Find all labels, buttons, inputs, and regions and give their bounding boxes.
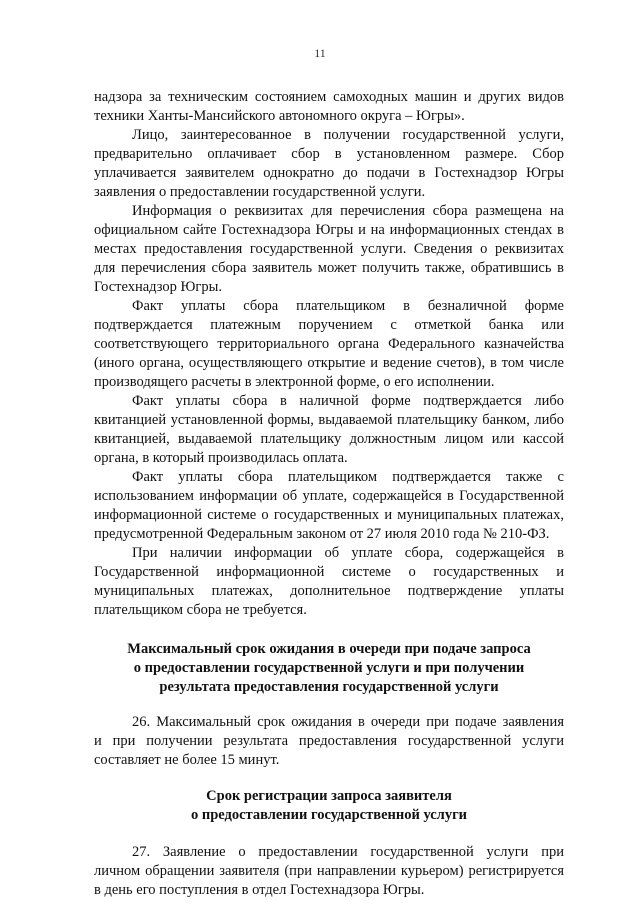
- paragraph-cash-payment: [94, 392, 564, 468]
- section-heading-registration-time: [94, 787, 564, 825]
- paragraph-fee-payment: [94, 126, 564, 202]
- page-number: 11: [314, 46, 326, 60]
- text-line: и при получении результата предоставления государственной услуги: [94, 733, 564, 749]
- text-line: надзора за техническим состоянием самоходных машин и других видов: [94, 89, 564, 105]
- text-line: в день его поступления в отдел Гостехнадзора Югры.: [94, 882, 425, 898]
- heading-line: Максимальный срок ожидания в очереди при подаче запроса: [127, 641, 531, 657]
- text-line: предварительно оплачивает сбор в установленном размере. Сбор: [94, 146, 564, 162]
- text-line: органа, в который производилась оплата.: [94, 450, 348, 466]
- text-line: Факт уплаты сбора плательщиком в безналичной форме: [132, 298, 564, 314]
- text-line: заявления о предоставлении государственной услуги.: [94, 184, 426, 200]
- text-line: производящего расчеты в электронной форме, о его исполнении.: [94, 374, 495, 390]
- text-line: Факт уплаты сбора плательщиком подтверждается также с: [132, 469, 564, 485]
- paragraph-26: [94, 713, 564, 770]
- text-line: техники Ханты-Мансийского автономного округа – Югры».: [94, 108, 465, 124]
- heading-line: Срок регистрации запроса заявителя: [206, 788, 452, 804]
- text-line: муниципальных платежах, дополнительное подтверждение уплаты: [94, 583, 564, 599]
- text-line: квитанцией, выдаваемой плательщику должностным лицом или кассой: [94, 431, 564, 447]
- paragraph-no-extra-confirmation: [94, 544, 564, 620]
- paragraph-gis-confirmation: [94, 468, 564, 544]
- text-line: плательщиком сбора не требуется.: [94, 602, 307, 618]
- heading-line: о предоставлении государственной услуги: [190, 807, 468, 823]
- text-line: 26. Максимальный срок ожидания в очереди при подаче заявления: [132, 714, 564, 730]
- text-line: 27. Заявление о предоставлении государственной услуги при: [132, 844, 564, 860]
- text-line: (иного органа, осуществляющего открытие и ведение счетов), в том числе: [94, 355, 564, 371]
- text-line: Факт уплаты сбора в наличной форме подтверждается либо: [132, 393, 564, 409]
- text-line: Лицо, заинтересованное в получении государственной услуги,: [132, 127, 564, 143]
- text-line: предусмотренной Федеральным законом от 27 июля 2010 года № 210-ФЗ.: [94, 526, 550, 542]
- heading-line: о предоставлении государственной услуги и при получении: [133, 660, 525, 676]
- text-line: уплачивается заявителем однократно до подачи в Гостехнадзор Югры: [94, 165, 564, 181]
- paragraph-cashless-payment: [94, 297, 564, 392]
- text-line: При наличии информации об уплате сбора, содержащейся в: [132, 545, 564, 561]
- text-line: использованием информации об уплате, содержащейся в Государственной: [94, 488, 564, 504]
- text-line: официальном сайте Гостехнадзора Югры и на информационных стендах в: [94, 222, 564, 238]
- text-line: Гостехнадзор Югры.: [94, 279, 222, 295]
- text-line: квитанцией установленной формы, выдаваемой плательщику банком, либо: [94, 412, 564, 428]
- text-line: составляет не более 15 минут.: [94, 752, 280, 768]
- text-line: информационной системе о государственных и муниципальных платежах,: [94, 507, 564, 523]
- paragraph-requisites-info: [94, 202, 564, 297]
- paragraph-continuation: [94, 88, 564, 126]
- section-heading-queue-time: [94, 640, 564, 697]
- text-line: местах предоставления государственной услуги. Сведения о реквизитах: [94, 241, 564, 257]
- text-line: Государственной информационной системе о государственных и: [94, 564, 564, 580]
- text-line: соответствующего территориального органа Федерального казначейства: [94, 336, 564, 352]
- text-line: Информация о реквизитах для перечисления сбора размещена на: [132, 203, 564, 219]
- paragraph-27: [94, 843, 564, 900]
- heading-line: результата предоставления государственной услуги: [159, 679, 499, 695]
- text-line: подтверждается платежным поручением с отметкой банка или: [94, 317, 564, 333]
- text-line: личном обращении заявителя (при направлении курьером) регистрируется: [94, 863, 564, 879]
- text-line: для перечисления сбора заявитель может получить также, обратившись в: [94, 260, 564, 276]
